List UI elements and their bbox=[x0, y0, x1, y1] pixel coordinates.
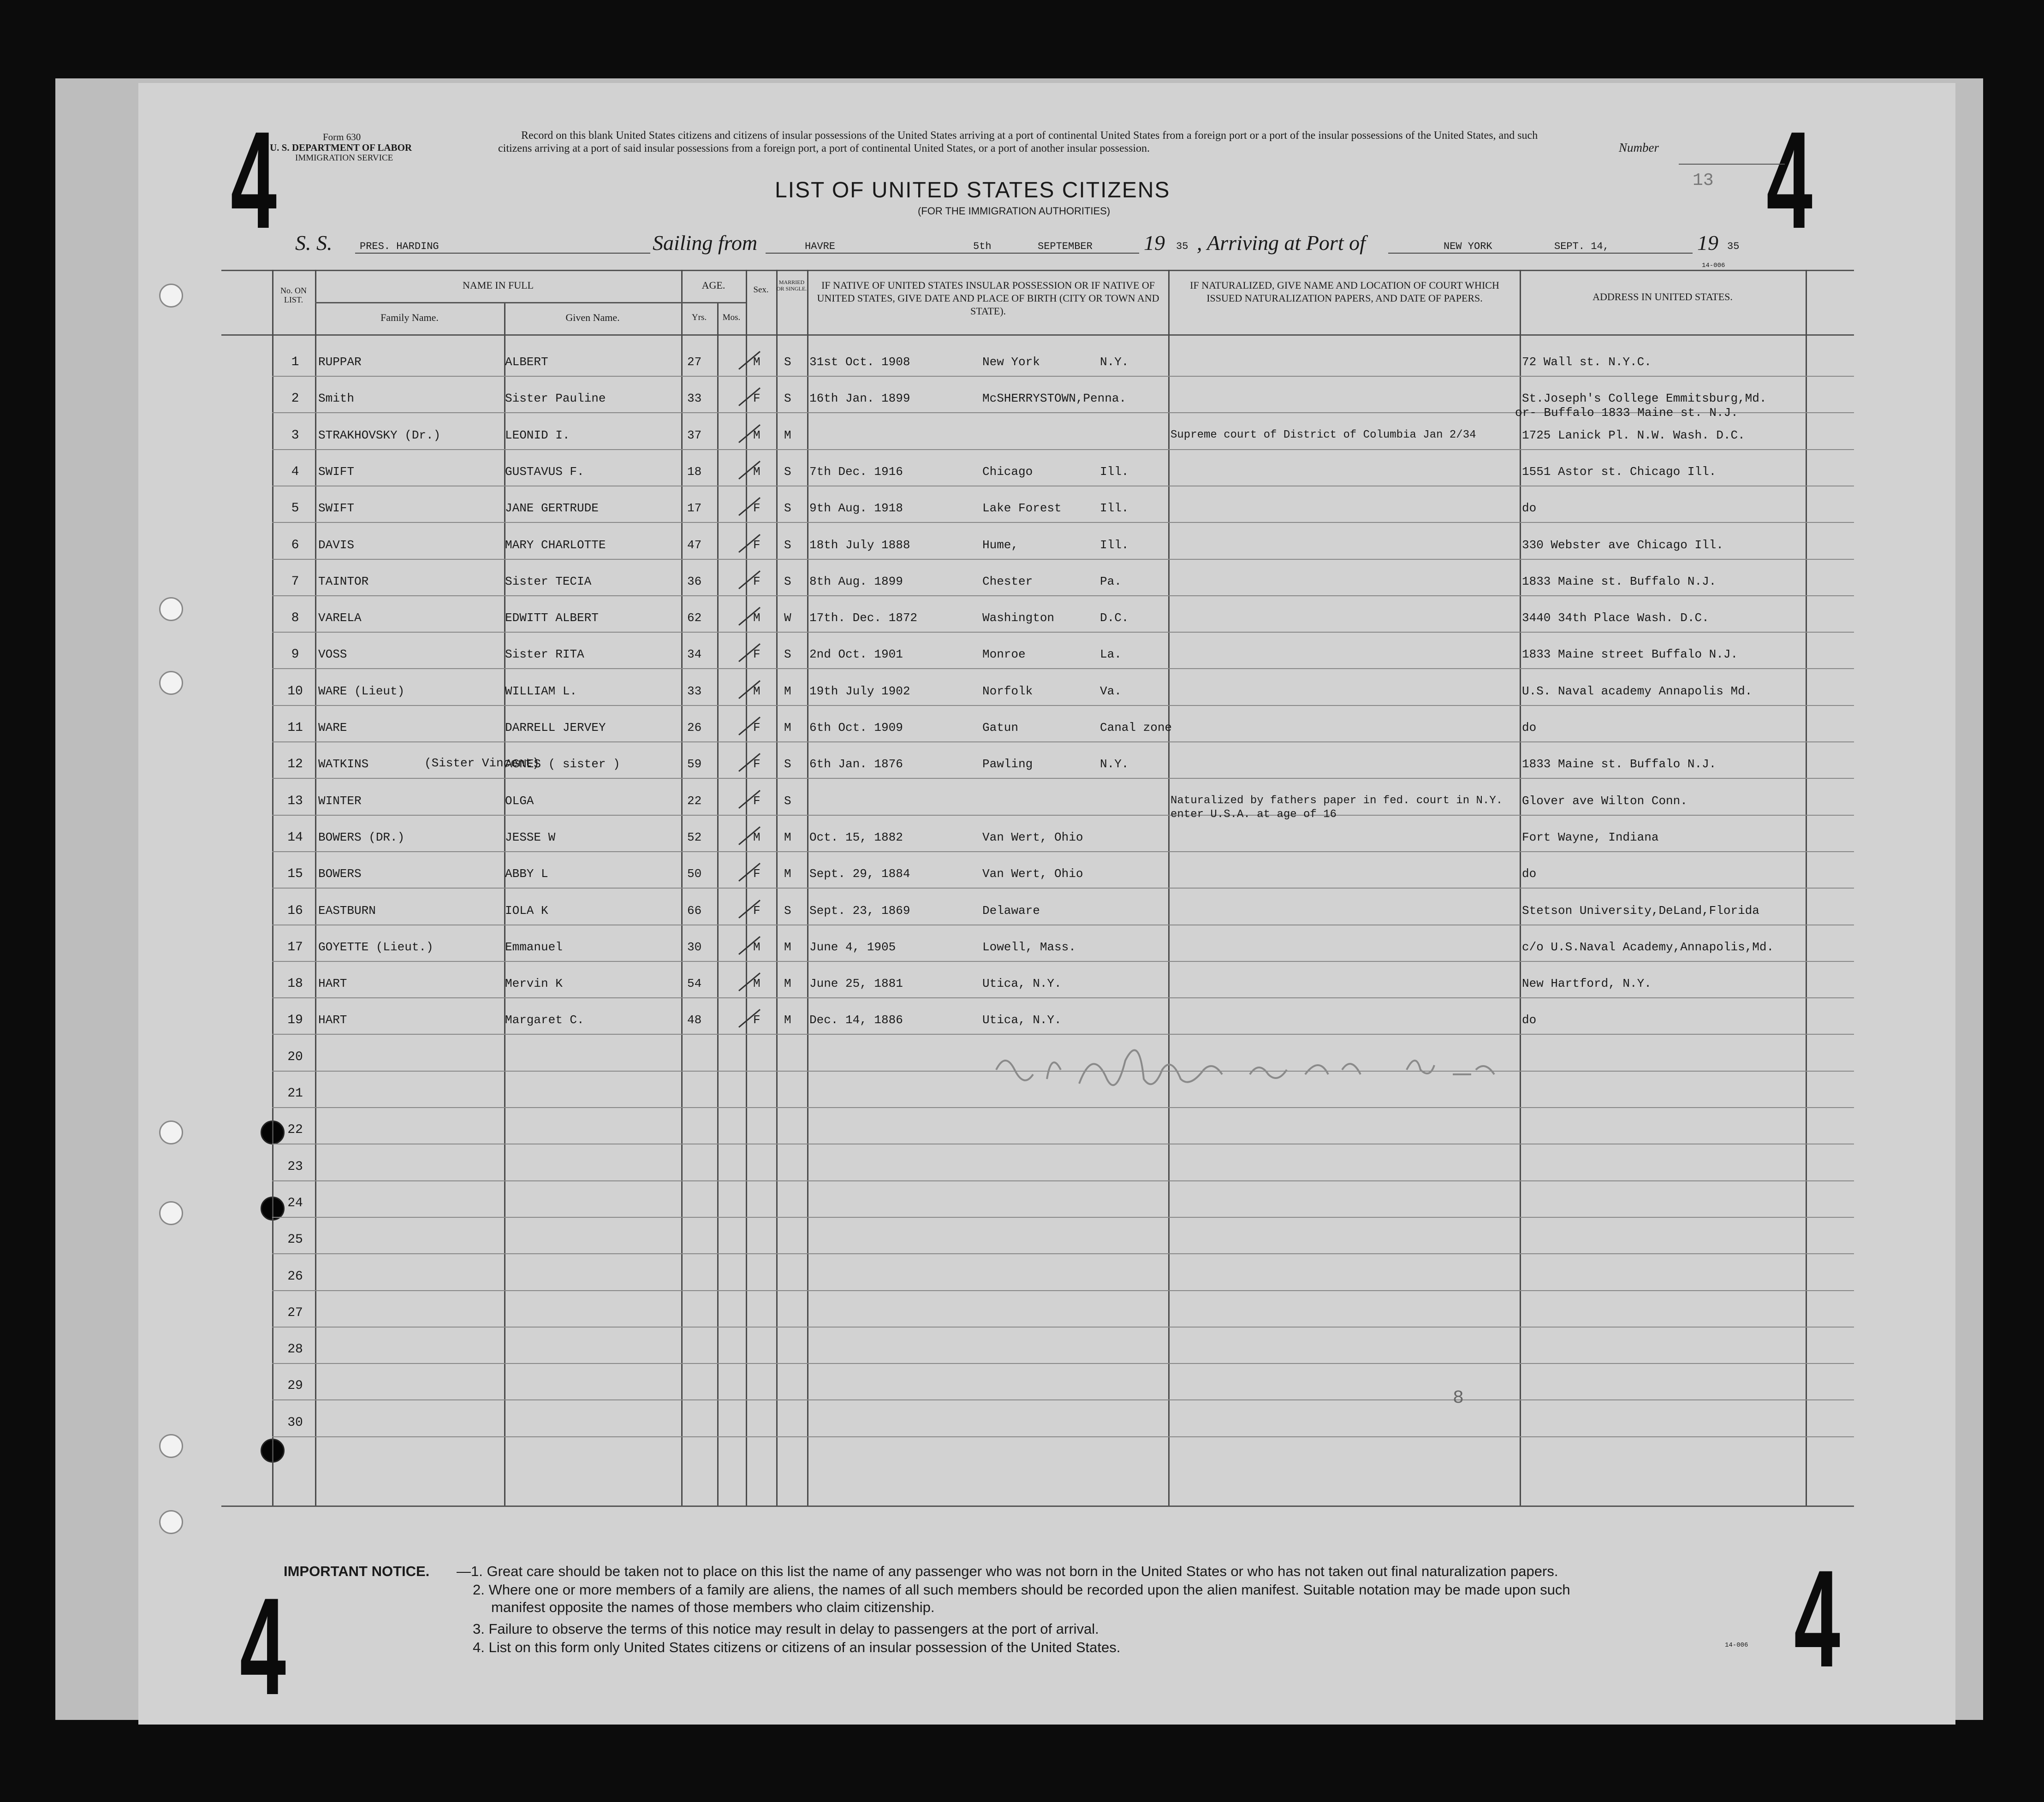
row-number: 8 bbox=[291, 611, 299, 626]
birth-place: Van Wert, Ohio bbox=[982, 830, 1083, 844]
row-rule bbox=[272, 888, 1854, 889]
row-rule bbox=[272, 1180, 1854, 1181]
row-number: 19 bbox=[287, 1013, 303, 1028]
us-address: New Hartford, N.Y. bbox=[1522, 977, 1652, 991]
birth-place: Lowell, Mass. bbox=[982, 940, 1076, 954]
family-name: BOWERS (DR.) bbox=[318, 830, 405, 844]
row-rule bbox=[272, 1290, 1854, 1291]
row-rule bbox=[272, 815, 1854, 816]
sex: M bbox=[753, 611, 761, 625]
family-name: STRAKHOVSKY (Dr.) bbox=[318, 428, 441, 442]
row-number: 24 bbox=[287, 1196, 303, 1210]
row-rule bbox=[272, 632, 1854, 633]
given-name: WILLIAM L. bbox=[505, 684, 577, 698]
birth-date: 17th. Dec. 1872 bbox=[809, 611, 918, 625]
sex: F bbox=[753, 501, 761, 516]
stock-code: 14-006 bbox=[1702, 262, 1725, 269]
family-name: WINTER bbox=[318, 794, 362, 808]
birth-place: Monroe bbox=[982, 647, 1026, 662]
sex: F bbox=[753, 574, 761, 588]
marital-status: M bbox=[784, 867, 791, 881]
birth-place: Norfolk bbox=[982, 684, 1033, 698]
sex: M bbox=[753, 355, 761, 369]
page-mark: 8 bbox=[1453, 1388, 1464, 1409]
header-naturalized: IF NATURALIZED, GIVE NAME AND LOCATION OF COURT WHICH ISSUED NATURALIZATION PAPERS, AND DATE OF PAPERS. bbox=[1190, 279, 1499, 304]
ss-label: S. S. bbox=[295, 231, 333, 255]
header-native: IF NATIVE OF UNITED STATES INSULAR POSSESSION OR IF NATIVE OF UNITED STATES, GIVE DATE AND PLACE OF BIRTH (CITY OR TOWN AND STATE). bbox=[817, 279, 1159, 317]
year-prefix: 19 bbox=[1144, 231, 1165, 255]
given-name: ALBERT bbox=[505, 355, 548, 369]
header-name-in-full: NAME IN FULL bbox=[463, 279, 534, 291]
row-rule bbox=[272, 668, 1854, 669]
given-name: EDWITT ALBERT bbox=[505, 611, 599, 625]
row-rule bbox=[272, 1436, 1854, 1437]
birth-place: Gatun bbox=[982, 721, 1019, 735]
birth-place: Chester bbox=[982, 574, 1033, 588]
header-subdivider bbox=[315, 302, 746, 303]
us-address: 1551 Astor st. Chicago Ill. bbox=[1522, 464, 1717, 479]
notice-item-4: 4. List on this form only United States citizens or citizens of an insular possession of the United States. bbox=[473, 1639, 1121, 1655]
marital-status: M bbox=[784, 977, 791, 991]
age-years: 47 bbox=[687, 538, 702, 552]
sex: F bbox=[753, 867, 761, 881]
row-rule bbox=[272, 851, 1854, 852]
sex: M bbox=[753, 428, 761, 442]
birth-place: New York bbox=[982, 355, 1040, 369]
birth-place: Delaware bbox=[982, 903, 1040, 918]
row-number: 13 bbox=[287, 794, 303, 808]
sex: F bbox=[753, 794, 761, 808]
marital-status: S bbox=[784, 647, 791, 662]
row-rule bbox=[272, 1217, 1854, 1218]
us-address: do bbox=[1522, 721, 1537, 735]
family-name: WATKINS bbox=[318, 757, 369, 771]
age-years: 66 bbox=[687, 903, 702, 918]
sex: F bbox=[753, 647, 761, 662]
number-label: Number bbox=[1619, 141, 1659, 154]
birth-place: McSHERRYSTOWN,Penna. bbox=[982, 391, 1127, 406]
sex: M bbox=[753, 684, 761, 698]
notice-item-1: —1. Great care should be taken not to place on this list the name of any passenger who was not born in the United States or who has not taken out final naturalization papers. bbox=[457, 1563, 1558, 1579]
age-years: 37 bbox=[687, 428, 702, 442]
age-years: 30 bbox=[687, 940, 702, 954]
birth-date: 16th Jan. 1899 bbox=[809, 391, 910, 406]
birth-state: D.C. bbox=[1100, 611, 1129, 625]
family-name: WARE bbox=[318, 721, 347, 735]
row-number: 18 bbox=[287, 977, 303, 991]
birth-state: N.Y. bbox=[1100, 757, 1129, 771]
us-address: 72 Wall st. N.Y.C. bbox=[1522, 355, 1652, 369]
birth-state: Ill. bbox=[1100, 501, 1129, 516]
family-name: WARE (Lieut) bbox=[318, 684, 405, 698]
row-rule bbox=[272, 1253, 1854, 1254]
birth-place: Utica, N.Y. bbox=[982, 977, 1062, 991]
birth-date: 18th July 1888 bbox=[809, 538, 910, 552]
row-rule bbox=[272, 1399, 1854, 1400]
row-rule bbox=[272, 997, 1854, 998]
row-number: 7 bbox=[291, 574, 299, 589]
sex: F bbox=[753, 1013, 761, 1027]
arriving-label: , Arriving at Port of bbox=[1197, 231, 1366, 255]
row-number: 6 bbox=[291, 538, 299, 552]
row-number: 5 bbox=[291, 501, 299, 516]
marital-status: S bbox=[784, 794, 791, 808]
age-years: 52 bbox=[687, 830, 702, 844]
birth-date: Sept. 23, 1869 bbox=[809, 903, 910, 918]
birth-state: Pa. bbox=[1100, 574, 1122, 588]
marital-status: M bbox=[784, 1013, 791, 1027]
birth-state: N.Y. bbox=[1100, 355, 1129, 369]
birth-state: Ill. bbox=[1100, 464, 1129, 479]
number-underline bbox=[1679, 164, 1785, 165]
birth-date: 2nd Oct. 1901 bbox=[809, 647, 903, 662]
punch-hole bbox=[159, 1434, 183, 1458]
us-address: Stetson University,DeLand,Florida bbox=[1522, 903, 1759, 918]
family-name: HART bbox=[318, 1013, 347, 1027]
birth-place: Van Wert, Ohio bbox=[982, 867, 1083, 881]
row-number: 14 bbox=[287, 830, 303, 845]
birth-date: 7th Dec. 1916 bbox=[809, 464, 903, 479]
age-years: 33 bbox=[687, 391, 702, 406]
sailing-label: Sailing from bbox=[653, 231, 758, 255]
form-number-large: 4 bbox=[1766, 102, 1813, 257]
marital-status: M bbox=[784, 721, 791, 735]
given-name: AGNES ( sister ) bbox=[505, 757, 620, 771]
row-number: 10 bbox=[287, 684, 303, 699]
given-name: LEONID I. bbox=[505, 428, 570, 442]
to-port: NEW YORK bbox=[1444, 241, 1492, 252]
birth-date: Sept. 29, 1884 bbox=[809, 867, 910, 881]
notice-heading: IMPORTANT NOTICE. bbox=[284, 1563, 430, 1579]
birth-date: June 4, 1905 bbox=[809, 940, 896, 954]
department: U. S. DEPARTMENT OF LABOR bbox=[270, 142, 412, 153]
naturalization: Naturalized by fathers paper in fed. court in N.Y. enter U.S.A. at age of 16 bbox=[1171, 794, 1503, 821]
row-number: 28 bbox=[287, 1342, 303, 1357]
ship-underline bbox=[355, 253, 650, 254]
form-number-large: 4 bbox=[231, 102, 277, 257]
row-number: 20 bbox=[287, 1049, 303, 1064]
row-rule bbox=[272, 1327, 1854, 1328]
header-no: No. ON LIST. bbox=[280, 286, 307, 304]
given-name: Emmanuel bbox=[505, 940, 563, 954]
age-years: 17 bbox=[687, 501, 702, 516]
marital-status: M bbox=[784, 684, 791, 698]
from-day: 5th bbox=[973, 241, 992, 252]
given-name: ABBY L bbox=[505, 867, 548, 881]
birth-date: 19th July 1902 bbox=[809, 684, 910, 698]
marital-status: M bbox=[784, 428, 791, 442]
punch-hole bbox=[159, 671, 183, 695]
punch-hole bbox=[159, 284, 183, 308]
marital-status: S bbox=[784, 903, 791, 918]
age-years: 22 bbox=[687, 794, 702, 808]
header-bottom-border bbox=[221, 334, 1854, 336]
row-rule bbox=[272, 1107, 1854, 1108]
us-address: do bbox=[1522, 867, 1537, 881]
birth-state: Ill. bbox=[1100, 538, 1129, 552]
notice-item-2b: manifest opposite the names of those members who claim citizenship. bbox=[491, 1599, 935, 1615]
punch-hole bbox=[159, 1510, 183, 1534]
us-address: Glover ave Wilton Conn. bbox=[1522, 794, 1687, 808]
birth-state: La. bbox=[1100, 647, 1122, 662]
sex: M bbox=[753, 464, 761, 479]
from-underline bbox=[766, 253, 1139, 254]
us-address: 3440 34th Place Wash. D.C. bbox=[1522, 611, 1709, 625]
birth-state: Canal zone bbox=[1100, 721, 1172, 735]
family-name: DAVIS bbox=[318, 538, 355, 552]
marital-status: S bbox=[784, 355, 791, 369]
age-years: 18 bbox=[687, 464, 702, 479]
table-top-border bbox=[221, 270, 1854, 271]
row-rule bbox=[272, 595, 1854, 596]
header-family-name: Family Name. bbox=[380, 312, 439, 323]
us-address: 1833 Maine street Buffalo N.J. bbox=[1522, 647, 1738, 662]
birth-place: Lake Forest bbox=[982, 501, 1062, 516]
marital-status: S bbox=[784, 391, 791, 406]
given-name: DARRELL JERVEY bbox=[505, 721, 606, 735]
family-name: EASTBURN bbox=[318, 903, 376, 918]
from-year: 35 bbox=[1176, 241, 1188, 252]
row-number: 29 bbox=[287, 1379, 303, 1393]
age-years: 34 bbox=[687, 647, 702, 662]
us-address: do bbox=[1522, 1013, 1537, 1027]
marital-status: M bbox=[784, 940, 791, 954]
family-name: HART bbox=[318, 977, 347, 991]
form-number-large: 4 bbox=[1794, 1541, 1841, 1696]
sex: M bbox=[753, 940, 761, 954]
row-rule bbox=[272, 705, 1854, 706]
row-number: 27 bbox=[287, 1305, 303, 1320]
marital-status: S bbox=[784, 538, 791, 552]
ship-name: PRES. HARDING bbox=[360, 241, 439, 252]
family-name: RUPPAR bbox=[318, 355, 362, 369]
given-name: Mervin K bbox=[505, 977, 563, 991]
birth-date: 6th Jan. 1876 bbox=[809, 757, 903, 771]
marital-status: S bbox=[784, 464, 791, 479]
row-rule bbox=[272, 1363, 1854, 1364]
birth-place: Utica, N.Y. bbox=[982, 1013, 1062, 1027]
row-rule bbox=[272, 741, 1854, 742]
header-yrs: Yrs. bbox=[691, 313, 707, 322]
to-underline bbox=[1388, 253, 1693, 254]
given-name: Sister Pauline bbox=[505, 391, 606, 406]
birth-date: Dec. 14, 1886 bbox=[809, 1013, 903, 1027]
birth-place: Washington bbox=[982, 611, 1055, 625]
sex: F bbox=[753, 757, 761, 771]
row-number: 21 bbox=[287, 1086, 303, 1101]
row-number: 22 bbox=[287, 1123, 303, 1138]
form-id: Form 630 bbox=[323, 131, 361, 142]
row-number: 17 bbox=[287, 940, 303, 954]
us-address: Fort Wayne, Indiana bbox=[1522, 830, 1659, 844]
given-name: JESSE W bbox=[505, 830, 556, 844]
row-number: 4 bbox=[291, 464, 299, 479]
marital-status: S bbox=[784, 501, 791, 516]
row12-alias: (Sister Vincent) bbox=[424, 756, 540, 770]
sex: M bbox=[753, 830, 761, 844]
row-rule bbox=[272, 522, 1854, 523]
family-name: Smith bbox=[318, 391, 355, 406]
row-number: 16 bbox=[287, 903, 303, 918]
punch-hole bbox=[159, 597, 183, 621]
given-name: IOLA K bbox=[505, 903, 548, 918]
year-prefix-2: 19 bbox=[1697, 231, 1718, 255]
family-name: VARELA bbox=[318, 611, 362, 625]
family-name: TAINTOR bbox=[318, 574, 369, 588]
birth-date: 9th Aug. 1918 bbox=[809, 501, 903, 516]
header-mos: Mos. bbox=[722, 313, 741, 322]
header-given-name: Given Name. bbox=[565, 312, 620, 323]
given-name: Margaret C. bbox=[505, 1013, 584, 1027]
inspector-signature bbox=[992, 1042, 1536, 1107]
given-name: JANE GERTRUDE bbox=[505, 501, 599, 516]
birth-date: 8th Aug. 1899 bbox=[809, 574, 903, 588]
marital-status: S bbox=[784, 574, 791, 588]
row-rule bbox=[272, 961, 1854, 962]
header-married: MARRIED OR SINGLE. bbox=[776, 279, 807, 292]
marital-status: W bbox=[784, 611, 791, 625]
given-name: MARY CHARLOTTE bbox=[505, 538, 606, 552]
punch-hole bbox=[159, 1201, 183, 1225]
given-name: OLGA bbox=[505, 794, 534, 808]
row-rule bbox=[272, 1034, 1854, 1035]
given-name: Sister RITA bbox=[505, 647, 584, 662]
sex: F bbox=[753, 903, 761, 918]
row-number: 12 bbox=[287, 757, 303, 772]
page-title: LIST OF UNITED STATES CITIZENS bbox=[775, 178, 1171, 202]
punch-hole bbox=[159, 1120, 183, 1144]
given-name: GUSTAVUS F. bbox=[505, 464, 584, 479]
from-month: SEPTEMBER bbox=[1038, 241, 1093, 252]
age-years: 48 bbox=[687, 1013, 702, 1027]
notice-item-3: 3. Failure to observe the terms of this notice may result in delay to passengers at the port of arrival. bbox=[473, 1621, 1099, 1637]
row-number: 25 bbox=[287, 1233, 303, 1247]
age-years: 54 bbox=[687, 977, 702, 991]
marital-status: M bbox=[784, 830, 791, 844]
to-year: 35 bbox=[1727, 241, 1740, 252]
family-name: BOWERS bbox=[318, 867, 362, 881]
row-number: 23 bbox=[287, 1159, 303, 1174]
page-subtitle: (FOR THE IMMIGRATION AUTHORITIES) bbox=[918, 205, 1111, 217]
given-name: Sister TECIA bbox=[505, 574, 592, 588]
us-address: U.S. Naval academy Annapolis Md. bbox=[1522, 684, 1753, 698]
birth-date: 6th Oct. 1909 bbox=[809, 721, 903, 735]
row-number: 15 bbox=[287, 867, 303, 882]
sex: F bbox=[753, 538, 761, 552]
birth-place: Chicago bbox=[982, 464, 1033, 479]
birth-date: June 25, 1881 bbox=[809, 977, 903, 991]
row-number: 9 bbox=[291, 647, 299, 662]
row-number: 3 bbox=[291, 428, 299, 443]
age-years: 59 bbox=[687, 757, 702, 771]
us-address: 1725 Lanick Pl. N.W. Wash. D.C. bbox=[1522, 428, 1745, 442]
row-rule bbox=[272, 376, 1854, 377]
form-number-large: 4 bbox=[240, 1569, 286, 1724]
birth-state: Va. bbox=[1100, 684, 1122, 698]
header-sex: Sex. bbox=[753, 285, 769, 295]
birth-place: Pawling bbox=[982, 757, 1033, 771]
to-date: SEPT. 14, bbox=[1554, 241, 1609, 252]
us-address: St.Joseph's College Emmitsburg,Md. bbox=[1522, 391, 1767, 406]
row-rule bbox=[272, 559, 1854, 560]
row-rule bbox=[272, 449, 1854, 450]
age-years: 50 bbox=[687, 867, 702, 881]
naturalization: Supreme court of District of Columbia Jan 2/34 bbox=[1171, 428, 1476, 441]
family-name: VOSS bbox=[318, 647, 347, 662]
row-number: 2 bbox=[291, 391, 299, 406]
sex: F bbox=[753, 391, 761, 406]
us-address: 1833 Maine st. Buffalo N.J. bbox=[1522, 574, 1717, 588]
from-port: HAVRE bbox=[805, 241, 836, 252]
row-number: 30 bbox=[287, 1415, 303, 1430]
notice-item-2: 2. Where one or more members of a family are aliens, the names of all such members should be recorded upon the alien manifest. Suitable notation may be made upon such bbox=[473, 1582, 1570, 1598]
us-address: c/o U.S.Naval Academy,Annapolis,Md. bbox=[1522, 940, 1774, 954]
us-address: do bbox=[1522, 501, 1537, 516]
header-address: ADDRESS IN UNITED STATES. bbox=[1592, 291, 1733, 302]
age-years: 26 bbox=[687, 721, 702, 735]
us-address: 330 Webster ave Chicago Ill. bbox=[1522, 538, 1723, 552]
marital-status: S bbox=[784, 757, 791, 771]
table-bottom-border bbox=[221, 1506, 1854, 1507]
birth-place: Hume, bbox=[982, 538, 1019, 552]
stock-code-bottom: 14-006 bbox=[1725, 1642, 1748, 1649]
us-address: 1833 Maine st. Buffalo N.J. bbox=[1522, 757, 1717, 771]
birth-date: 31st Oct. 1908 bbox=[809, 355, 910, 369]
number-value: 13 bbox=[1693, 171, 1714, 190]
row-number: 11 bbox=[287, 721, 303, 735]
family-name: GOYETTE (Lieut.) bbox=[318, 940, 434, 954]
row-number: 1 bbox=[291, 355, 299, 369]
instructions: Record on this blank United States citizens and citizens of insular possessions of the United States arriving at a port of continental United States from a foreign port or a port of the insular possessions of the United States, and such citizens arriving at a port of said insular possessions from a foreign port, a port of continental United States, or a port of another insular possession. bbox=[498, 130, 1538, 154]
family-name: SWIFT bbox=[318, 464, 355, 479]
sex: F bbox=[753, 721, 761, 735]
service: IMMIGRATION SERVICE bbox=[295, 153, 393, 163]
birth-date: Oct. 15, 1882 bbox=[809, 830, 903, 844]
header-age: AGE. bbox=[701, 279, 725, 291]
family-name: SWIFT bbox=[318, 501, 355, 516]
age-years: 36 bbox=[687, 574, 702, 588]
age-years: 27 bbox=[687, 355, 702, 369]
row-number: 26 bbox=[287, 1269, 303, 1284]
age-years: 33 bbox=[687, 684, 702, 698]
row2-alt-address: or- Buffalo 1833 Maine st. N.J. bbox=[1515, 406, 1738, 420]
age-years: 62 bbox=[687, 611, 702, 625]
sex: M bbox=[753, 977, 761, 991]
column-divider bbox=[717, 302, 719, 1506]
row-rule bbox=[272, 778, 1854, 779]
